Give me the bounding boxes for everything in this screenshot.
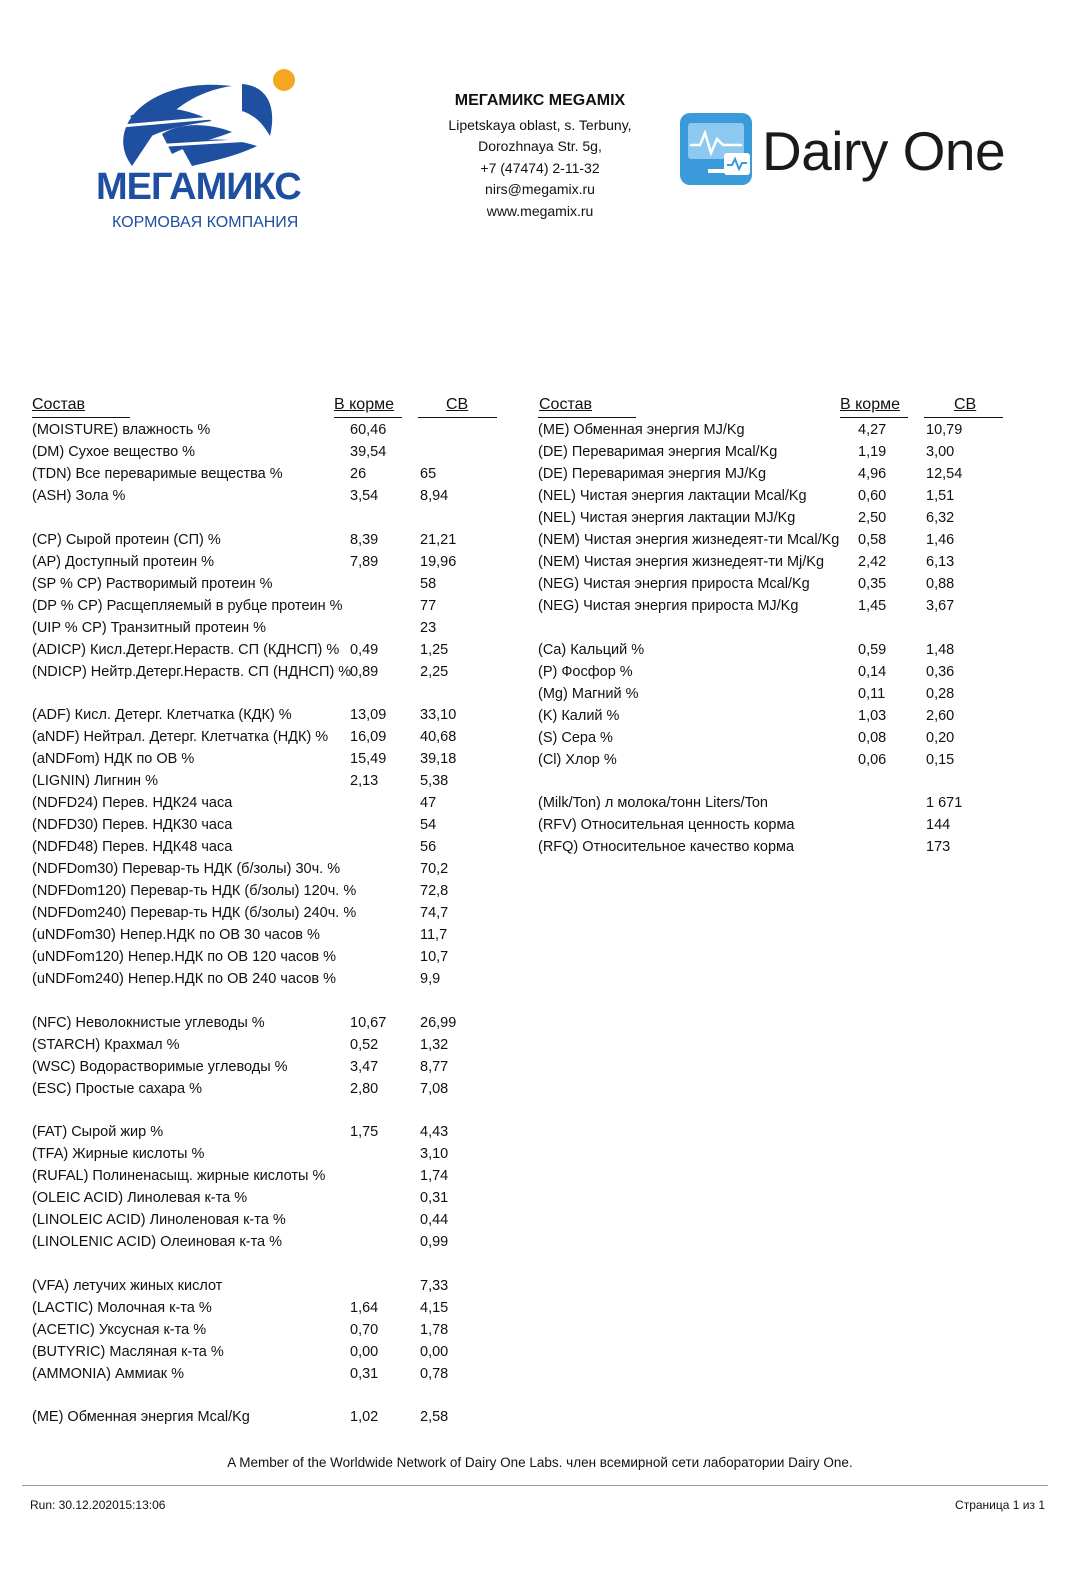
row-label: (aNDF) Нейтрал. Детерг. Клетчатка (НДК) % [32, 729, 329, 745]
table-row [538, 792, 1018, 814]
row-label: (uNDFom30) Непер.НДК по ОВ 30 часов % [32, 927, 320, 943]
row-dm-value: 9,9 [420, 971, 441, 987]
row-dm-value: 0,15 [926, 751, 955, 768]
row-as-fed-value: 0,58 [858, 532, 887, 548]
table-row [32, 529, 502, 551]
section-spacer [32, 1253, 502, 1275]
table-body [538, 419, 1018, 858]
row-label: (LIGNIN) Лигнин % [32, 773, 158, 789]
row-as-fed-value: 0,70 [350, 1321, 379, 1338]
table-row [32, 1012, 502, 1034]
table-row [32, 1078, 502, 1100]
table-row [32, 419, 502, 441]
section-spacer [538, 617, 1018, 639]
row-label: (ACETIC) Уксусная к-та % [32, 1321, 207, 1338]
table-row [538, 441, 1018, 463]
row-as-fed-value: 0,89 [350, 663, 379, 680]
row-as-fed-value: 0,31 [350, 1365, 379, 1382]
row-dm-value: 0,00 [420, 1343, 449, 1360]
table-row [538, 705, 1018, 727]
row-dm-value: 1,74 [420, 1168, 449, 1184]
row-dm-value: 0,88 [926, 576, 955, 592]
table-row [32, 573, 502, 595]
row-label: (NDICP) Нейтр.Детерг.Нераств. СП (НДНСП) % [32, 663, 352, 680]
footer-divider [22, 1485, 1048, 1486]
row-as-fed-value: 2,13 [350, 773, 379, 789]
row-dm-value: 1,46 [926, 532, 955, 548]
row-as-fed-value: 0,59 [858, 641, 887, 658]
company-info [420, 90, 660, 222]
row-dm-value: 33,10 [420, 707, 457, 723]
row-as-fed-value: 0,06 [858, 751, 887, 768]
row-as-fed-value: 1,03 [858, 707, 887, 724]
row-label: (ASH) Зола % [32, 488, 126, 504]
row-dm-value: 173 [926, 839, 951, 855]
row-as-fed-value: 1,75 [350, 1124, 379, 1140]
section-spacer [32, 1100, 502, 1122]
company-name: МЕГАМИКС MEGAMIX [454, 92, 626, 109]
row-dm-value: 1,48 [926, 641, 955, 658]
row-as-fed-value: 0,52 [350, 1036, 379, 1053]
table-header [538, 396, 1018, 419]
row-dm-value: 39,18 [420, 751, 457, 767]
table-row [32, 661, 502, 683]
row-dm-value: 3,10 [420, 1146, 449, 1162]
row-label: (NEL) Чистая энергия лактации MJ/Kg [538, 510, 796, 526]
table-row [32, 858, 502, 880]
table-row [32, 1165, 502, 1187]
row-dm-value: 23 [420, 619, 437, 636]
row-as-fed-value: 8,39 [350, 531, 379, 548]
row-label: (RFQ) Относительное качество корма [538, 839, 795, 855]
table-row [538, 639, 1018, 661]
row-as-fed-value: 0,00 [350, 1343, 379, 1360]
row-label: (BUTYRIC) Масляная к-та % [32, 1343, 224, 1360]
row-dm-value: 11,7 [420, 927, 448, 943]
row-label: (SP % CP) Растворимый протеин % [32, 575, 273, 592]
table-row [32, 1319, 502, 1341]
row-dm-value: 0,20 [926, 729, 955, 746]
header-composition: Состав [539, 396, 592, 413]
row-as-fed-value: 1,45 [858, 598, 887, 614]
table-row [32, 770, 502, 792]
section-spacer [32, 507, 502, 529]
row-as-fed-value: 1,02 [350, 1409, 379, 1425]
section-spacer [32, 1385, 502, 1407]
row-dm-value: 1 671 [926, 795, 963, 811]
table-row [538, 749, 1018, 771]
row-dm-value: 0,28 [926, 685, 955, 702]
table-header [32, 396, 502, 419]
row-label: (DM) Сухое вещество % [32, 444, 196, 460]
megamix-wordmark: МЕГАМИКС [96, 166, 301, 208]
row-dm-value: 77 [420, 597, 437, 614]
row-dm-value: 8,77 [420, 1058, 449, 1075]
row-dm-value: 2,25 [420, 663, 449, 680]
run-timestamp: Run: 30.12.202015:13:06 [30, 1498, 166, 1512]
table-row [538, 463, 1018, 485]
row-as-fed-value: 13,09 [350, 707, 387, 723]
table-body [32, 419, 502, 1428]
table-row [32, 617, 502, 639]
dairy-one-wordmark: Dairy One [762, 120, 1006, 182]
row-dm-value: 12,54 [926, 466, 963, 482]
row-label: (VFA) летучих жиных кислот [32, 1277, 223, 1294]
table-row [32, 551, 502, 573]
monitor-chart-icon [680, 113, 756, 189]
table-row [538, 419, 1018, 441]
row-label: (NFC) Неволокнистые углеводы % [32, 1014, 265, 1031]
table-row [32, 1231, 502, 1253]
row-label: (Cl) Хлор % [538, 751, 617, 768]
table-row [32, 704, 502, 726]
composition-table-left [32, 396, 502, 1428]
row-as-fed-value: 60,46 [350, 422, 387, 438]
row-as-fed-value: 7,89 [350, 553, 379, 570]
header-underline [538, 417, 636, 418]
row-label: (NEG) Чистая энергия прироста MJ/Kg [538, 598, 799, 614]
row-label: (NDFDom120) Перевар-ть НДК (б/золы) 120ч. % [32, 883, 357, 899]
row-dm-value: 6,13 [926, 554, 955, 570]
table-row [32, 463, 502, 485]
row-label: (MOISTURE) влажность % [32, 422, 211, 438]
company-phone: +7 (47474) 2-11-32 [480, 159, 600, 176]
row-dm-value: 1,51 [926, 488, 955, 504]
table-row [538, 727, 1018, 749]
row-label: (WSC) Водорастворимые углеводы % [32, 1058, 288, 1075]
row-as-fed-value: 26 [350, 466, 367, 482]
row-label: (LINOLEIC ACID) Линоленовая к-та % [32, 1212, 286, 1228]
row-dm-value: 10,79 [926, 422, 963, 438]
table-row [32, 1275, 502, 1297]
bird-emblem-icon [92, 66, 314, 176]
table-row [32, 1363, 502, 1385]
row-label: (OLEIC ACID) Линолевая к-та % [32, 1190, 248, 1206]
row-label: (RUFAL) Полиненасыщ. жирные кислоты % [32, 1168, 326, 1184]
row-as-fed-value: 39,54 [350, 444, 387, 460]
table-row [538, 507, 1018, 529]
table-row [538, 551, 1018, 573]
row-label: (ME) Обменная энергия MJ/Kg [538, 422, 745, 438]
dairy-one-logo [680, 113, 1030, 189]
row-as-fed-value: 3,54 [350, 488, 379, 504]
row-dm-value: 40,68 [420, 729, 457, 745]
row-dm-value: 8,94 [420, 488, 449, 504]
row-label: (AP) Доступный протеин % [32, 553, 215, 570]
row-as-fed-value: 0,35 [858, 576, 887, 592]
row-label: (TDN) Все переваримые вещества % [32, 466, 283, 482]
company-address-line-2: Dorozhnaya Str. 5g, [478, 138, 602, 154]
header-as-fed: В корме [334, 396, 394, 413]
row-as-fed-value: 2,50 [858, 510, 887, 526]
table-row [32, 1121, 502, 1143]
table-row [32, 1341, 502, 1363]
row-dm-value: 0,44 [420, 1212, 449, 1228]
table-row [32, 968, 502, 990]
row-dm-value: 4,43 [420, 1124, 449, 1140]
company-address-line-1: Lipetskaya oblast, s. Terbuny, [448, 116, 632, 133]
megamix-subtitle: КОРМОВАЯ КОМПАНИЯ [112, 214, 299, 231]
row-dm-value: 1,32 [420, 1036, 449, 1053]
row-dm-value: 7,33 [420, 1277, 449, 1294]
table-row [32, 814, 502, 836]
row-dm-value: 19,96 [420, 553, 457, 570]
table-row [32, 1187, 502, 1209]
table-row [538, 661, 1018, 683]
composition-table-right [538, 396, 1018, 858]
row-dm-value: 54 [420, 817, 437, 833]
row-dm-value: 6,32 [926, 510, 955, 526]
row-label: (aNDFom) НДК по ОВ % [32, 751, 195, 767]
row-as-fed-value: 0,60 [858, 488, 887, 504]
header-underline [334, 417, 402, 418]
row-label: (P) Фосфор % [538, 663, 633, 680]
table-row [32, 1297, 502, 1319]
row-as-fed-value: 0,14 [858, 663, 887, 680]
header-underline [840, 417, 908, 418]
row-dm-value: 10,7 [420, 949, 449, 965]
table-row [32, 836, 502, 858]
row-dm-value: 5,38 [420, 773, 449, 789]
header-composition: Состав [32, 396, 85, 413]
row-dm-value: 2,60 [926, 707, 955, 724]
row-label: (ESC) Простые сахара % [32, 1080, 202, 1097]
row-label: (ME) Обменная энергия Mcal/Kg [32, 1409, 250, 1425]
row-label: (NDFD24) Перев. НДК24 часа [32, 795, 233, 811]
row-label: (NDFDom240) Перевар-ть НДК (б/золы) 240ч. % [32, 905, 357, 921]
table-row [32, 441, 502, 463]
row-label: (NDFDom30) Перевар-ть НДК (б/золы) 30ч. % [32, 861, 341, 877]
row-dm-value: 26,99 [420, 1014, 457, 1031]
table-row [538, 529, 1018, 551]
row-dm-value: 2,58 [420, 1409, 449, 1425]
row-as-fed-value: 0,49 [350, 641, 379, 658]
row-label: (NDFD30) Перев. НДК30 часа [32, 817, 233, 833]
table-row [32, 1209, 502, 1231]
row-label: (CP) Сырой протеин (СП) % [32, 531, 221, 548]
row-dm-value: 3,00 [926, 444, 955, 460]
row-as-fed-value: 0,11 [858, 685, 886, 702]
row-label: (Mg) Магний % [538, 685, 639, 702]
table-row [538, 836, 1018, 858]
row-as-fed-value: 3,47 [350, 1058, 379, 1075]
row-label: (TFA) Жирные кислоты % [32, 1146, 205, 1162]
section-spacer [32, 990, 502, 1012]
row-label: (DE) Переваримая энергия Mcal/Kg [538, 444, 778, 460]
row-label: (NEM) Чистая энергия жизнедеят-ти Mcal/Kg [538, 532, 840, 548]
row-dm-value: 0,31 [420, 1190, 449, 1206]
table-row [32, 924, 502, 946]
table-row [32, 1143, 502, 1165]
row-label: (ADICP) Кисл.Детерг.Нераств. СП (КДНСП) % [32, 641, 340, 658]
row-dm-value: 0,36 [926, 663, 955, 680]
row-as-fed-value: 16,09 [350, 729, 387, 745]
row-as-fed-value: 1,64 [350, 1299, 379, 1316]
row-dm-value: 0,99 [420, 1234, 449, 1250]
table-row [32, 748, 502, 770]
row-as-fed-value: 0,08 [858, 729, 887, 746]
row-label: (AMMONIA) Аммиак % [32, 1365, 185, 1382]
row-dm-value: 56 [420, 839, 437, 855]
row-dm-value: 21,21 [420, 531, 457, 548]
row-label: (DE) Переваримая энергия MJ/Kg [538, 466, 767, 482]
row-dm-value: 1,25 [420, 641, 449, 658]
table-row [538, 683, 1018, 705]
row-as-fed-value: 10,67 [350, 1014, 387, 1031]
row-label: (UIP % CP) Транзитный протеин % [32, 619, 267, 636]
table-row [32, 595, 502, 617]
row-as-fed-value: 4,96 [858, 466, 887, 482]
table-row [538, 573, 1018, 595]
row-dm-value: 0,78 [420, 1365, 449, 1382]
row-label: (STARCH) Крахмал % [32, 1036, 180, 1053]
header-underline [418, 417, 497, 418]
row-label: (DP % CP) Расщепляемый в рубце протеин % [32, 597, 343, 614]
company-email: nirs@megamix.ru [485, 181, 595, 197]
row-label: (FAT) Сырой жир % [32, 1124, 164, 1140]
table-row [32, 792, 502, 814]
row-label: (uNDFom240) Непер.НДК по ОВ 240 часов % [32, 971, 337, 987]
row-as-fed-value: 1,19 [858, 444, 887, 460]
row-dm-value: 72,8 [420, 883, 449, 899]
table-row [32, 1406, 502, 1428]
table-row [32, 1034, 502, 1056]
row-label: (RFV) Относительная ценность корма [538, 817, 795, 833]
row-label: (S) Сера % [538, 729, 613, 746]
section-spacer [32, 683, 502, 705]
row-label: (NEG) Чистая энергия прироста Mcal/Kg [538, 576, 810, 592]
row-label: (Ca) Кальций % [538, 641, 645, 658]
row-dm-value: 7,08 [420, 1080, 449, 1097]
row-as-fed-value: 15,49 [350, 751, 387, 767]
row-as-fed-value: 2,80 [350, 1080, 379, 1097]
megamix-logo [92, 66, 314, 234]
page-number: Страница 1 из 1 [955, 1498, 1045, 1512]
row-as-fed-value: 4,27 [858, 422, 887, 438]
section-spacer [538, 771, 1018, 793]
row-dm-value: 65 [420, 466, 437, 482]
table-row [538, 814, 1018, 836]
footer-network-note: A Member of the Worldwide Network of Dairy One Labs. член всемирной сети лаборатории Dairy One. [227, 1455, 853, 1470]
table-row [538, 485, 1018, 507]
row-label: (K) Калий % [538, 707, 620, 724]
header-underline [924, 417, 1003, 418]
row-dm-value: 58 [420, 575, 437, 592]
header-underline [32, 417, 130, 418]
table-row [32, 1056, 502, 1078]
row-dm-value: 1,78 [420, 1321, 449, 1338]
row-dm-value: 74,7 [420, 905, 449, 921]
header-dm: СВ [446, 396, 469, 413]
row-label: (NEM) Чистая энергия жизнедеят-ти Mj/Kg [538, 554, 825, 570]
row-dm-value: 47 [420, 795, 437, 811]
header-dm: СВ [954, 396, 977, 413]
table-row [32, 485, 502, 507]
row-dm-value: 4,15 [420, 1299, 449, 1316]
row-label: (LACTIC) Молочная к-та % [32, 1299, 212, 1316]
row-dm-value: 144 [926, 817, 951, 833]
row-label: (NEL) Чистая энергия лактации Mcal/Kg [538, 488, 807, 504]
row-as-fed-value: 2,42 [858, 554, 887, 570]
row-dm-value: 3,67 [926, 598, 955, 614]
table-row [32, 726, 502, 748]
row-label: (NDFD48) Перев. НДК48 часа [32, 839, 233, 855]
table-row [538, 595, 1018, 617]
header-as-fed: В корме [840, 396, 900, 413]
table-row [32, 902, 502, 924]
row-label: (LINOLENIC ACID) Олеиновая к-та % [32, 1234, 283, 1250]
company-website: www.megamix.ru [486, 202, 594, 219]
table-row [32, 639, 502, 661]
table-row [32, 880, 502, 902]
row-label: (ADF) Кисл. Детерг. Клетчатка (КДК) % [32, 707, 292, 723]
row-label: (Milk/Ton) л молока/тонн Liters/Ton [538, 795, 768, 811]
row-dm-value: 70,2 [420, 861, 449, 877]
row-label: (uNDFom120) Непер.НДК по ОВ 120 часов % [32, 949, 337, 965]
table-row [32, 946, 502, 968]
